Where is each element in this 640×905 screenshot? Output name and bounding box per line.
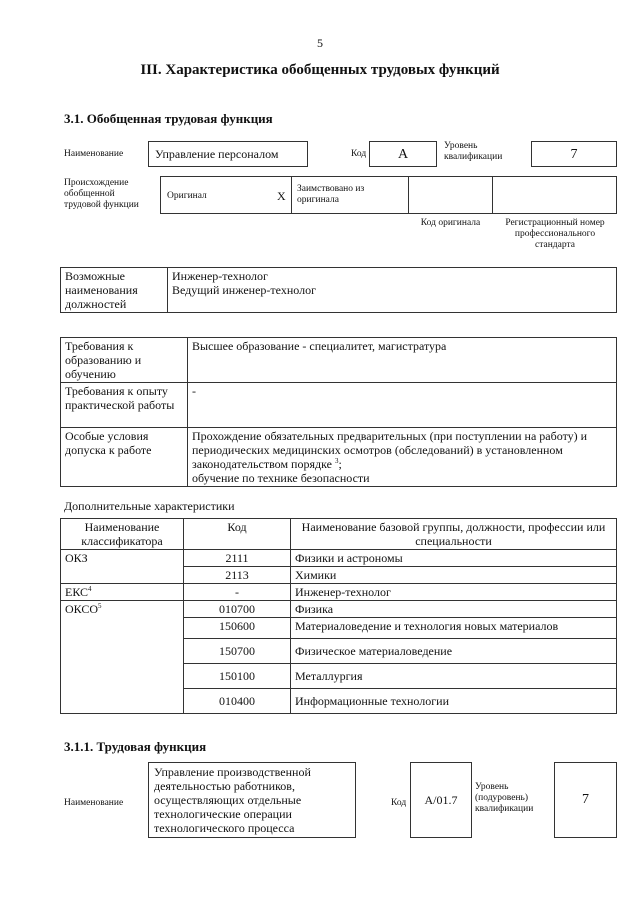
positions-table <box>60 267 617 313</box>
requirements-table <box>60 337 617 487</box>
original-mark: X <box>277 189 286 203</box>
position-item: Инженер-технолог <box>172 269 268 283</box>
header-classifier: Наименование классификатора <box>61 519 184 550</box>
row-code: 150100 <box>184 664 291 689</box>
table-row <box>61 601 617 618</box>
additional-heading: Дополнительные характеристики <box>64 499 235 513</box>
row-name: Информационные технологии <box>291 689 617 714</box>
reg-number-label: Регистрационный номер профессионального стандарта <box>505 218 605 250</box>
code-original-cell <box>408 176 493 214</box>
gtf-code-field: А <box>369 141 437 167</box>
position-item: Ведущий инженер-технолог <box>172 283 316 297</box>
req-experience-value: - <box>188 383 617 428</box>
row-code: 150700 <box>184 639 291 664</box>
page-number: 5 <box>317 36 323 50</box>
row-name: Физическое материаловедение <box>291 639 617 664</box>
row-code: 2113 <box>184 567 291 584</box>
tf-name-label: Наименование <box>64 798 124 808</box>
reg-number-cell <box>492 176 617 214</box>
classifier-eks <box>61 584 184 601</box>
section-title: III. Характеристика обобщенных трудовых функций <box>140 62 500 78</box>
tf-code-field: А/01.7 <box>410 762 472 838</box>
row-name: Химики <box>291 567 617 584</box>
row-name: Физики и астрономы <box>291 550 617 567</box>
row-code: 010400 <box>184 689 291 714</box>
footnote-4: 4 <box>88 585 92 593</box>
row-name: Инженер-технолог <box>291 584 617 601</box>
req-education-value: Высшее образование - специалитет, магистратура <box>188 338 617 383</box>
row-code: 150600 <box>184 618 291 639</box>
code-original-label: Код оригинала <box>420 218 481 228</box>
tf-name-field: Управление производственной деятельностью работников, осуществляющих отдельные технологические операции технологического процесса <box>148 762 356 838</box>
req-special-text-2: обучение по технике безопасности <box>192 471 370 485</box>
gtf-origin-label: Происхождение обобщенной трудовой функции <box>64 178 139 210</box>
req-experience-label: Требования к опыту практической работы <box>61 383 188 428</box>
gtf-name-label: Наименование <box>64 149 124 159</box>
req-special-value: Прохождение обязательных предварительных (при поступлении на работу) и периодических медицинских осмотров (обследований) в установленном законодательством порядке $^3$; обучение по технике безопасности <box>188 428 617 487</box>
req-special-text: Прохождение обязательных предварительных (при поступлении на работу) и периодических медицинских осмотров (обследований) в установленном законодательством порядке <box>192 429 588 471</box>
classifier-eks-text: ЕКС <box>65 585 89 599</box>
positions-values <box>168 268 617 313</box>
table-row <box>61 584 617 601</box>
classifier-okso <box>61 601 184 714</box>
req-special-label: Особые условия допуска к работе <box>61 428 188 487</box>
table-row <box>61 550 617 567</box>
footnote-5: 5 <box>98 602 102 610</box>
borrowed-cell <box>291 176 409 214</box>
row-name: Металлургия <box>291 664 617 689</box>
classifier-okz: ОКЗ <box>61 550 184 584</box>
header-name: Наименование базовой группы, должности, профессии или специальности <box>291 519 617 550</box>
header-code: Код <box>184 519 291 550</box>
positions-label: Возможные наименования должностей <box>61 268 168 313</box>
tf-code-label: Код <box>391 798 407 808</box>
row-name: Материаловедение и технология новых материалов <box>291 618 617 639</box>
original-cell <box>160 176 292 214</box>
original-label: Оригинал <box>167 191 207 201</box>
row-code: 2111 <box>184 550 291 567</box>
row-name: Физика <box>291 601 617 618</box>
borrowed-label: Заимствовано из оригинала <box>297 184 365 205</box>
classifier-okso-text: ОКСО <box>65 602 99 616</box>
tf-level-label: Уровень (подуровень) квалификации <box>475 782 534 814</box>
footnote-3: 3 <box>334 457 339 465</box>
additional-table <box>60 518 617 714</box>
row-code: 010700 <box>184 601 291 618</box>
req-education-label: Требования к образованию и обучению <box>61 338 188 383</box>
gtf-heading: 3.1. Обобщенная трудовая функция <box>64 111 273 126</box>
gtf-level-field: 7 <box>531 141 617 167</box>
gtf-name-field: Управление персоналом <box>148 141 308 167</box>
tf-heading: 3.1.1. Трудовая функция <box>64 739 207 754</box>
tf-level-field: 7 <box>554 762 617 838</box>
gtf-level-label: Уровень квалификации <box>444 141 503 162</box>
gtf-code-label: Код <box>351 149 367 159</box>
row-code: - <box>184 584 291 601</box>
